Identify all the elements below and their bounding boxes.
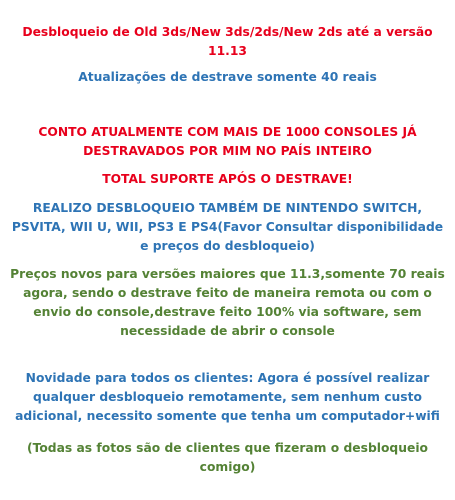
photos-note-text: (Todas as fotos são de clientes que fizeram o desbloqueio comigo)	[26, 441, 428, 474]
remote-news-text: Novidade para todos os clientes: Agora é possível realizar qualquer desbloqueio remotamente, sem nenhum custo adicional, necessito somente que tenha um computador+wifi	[15, 371, 440, 423]
title-text: Desbloqueio de Old 3ds/New 3ds/2ds/New 2ds até a versão 11.13	[22, 25, 433, 58]
new-prices-text: Preços novos para versões maiores que 11.3,somente 70 reais agora, sendo o destrave feito de maneira remota ou com o envio do console,destrave feito 100% via software, sem necessidade de abrir o console	[10, 267, 445, 338]
support-text: TOTAL SUPORTE APÓS O DESTRAVE!	[102, 172, 353, 186]
consoles-count-text: CONTO ATUALMENTE COM MAIS DE 1000 CONSOLES JÁ DESTRAVADOS POR MIM NO PAÍS INTEIRO	[38, 125, 417, 158]
other-consoles-text: REALIZO DESBLOQUEIO TAMBÉM DE NINTENDO SWITCH, PSVITA, WII U, WII, PS3 E PS4(Favor Consultar disponibilidade e preços do desbloqueio)	[11, 201, 444, 253]
updates-price-text: Atualizações de destrave somente 40 reais	[78, 70, 377, 84]
